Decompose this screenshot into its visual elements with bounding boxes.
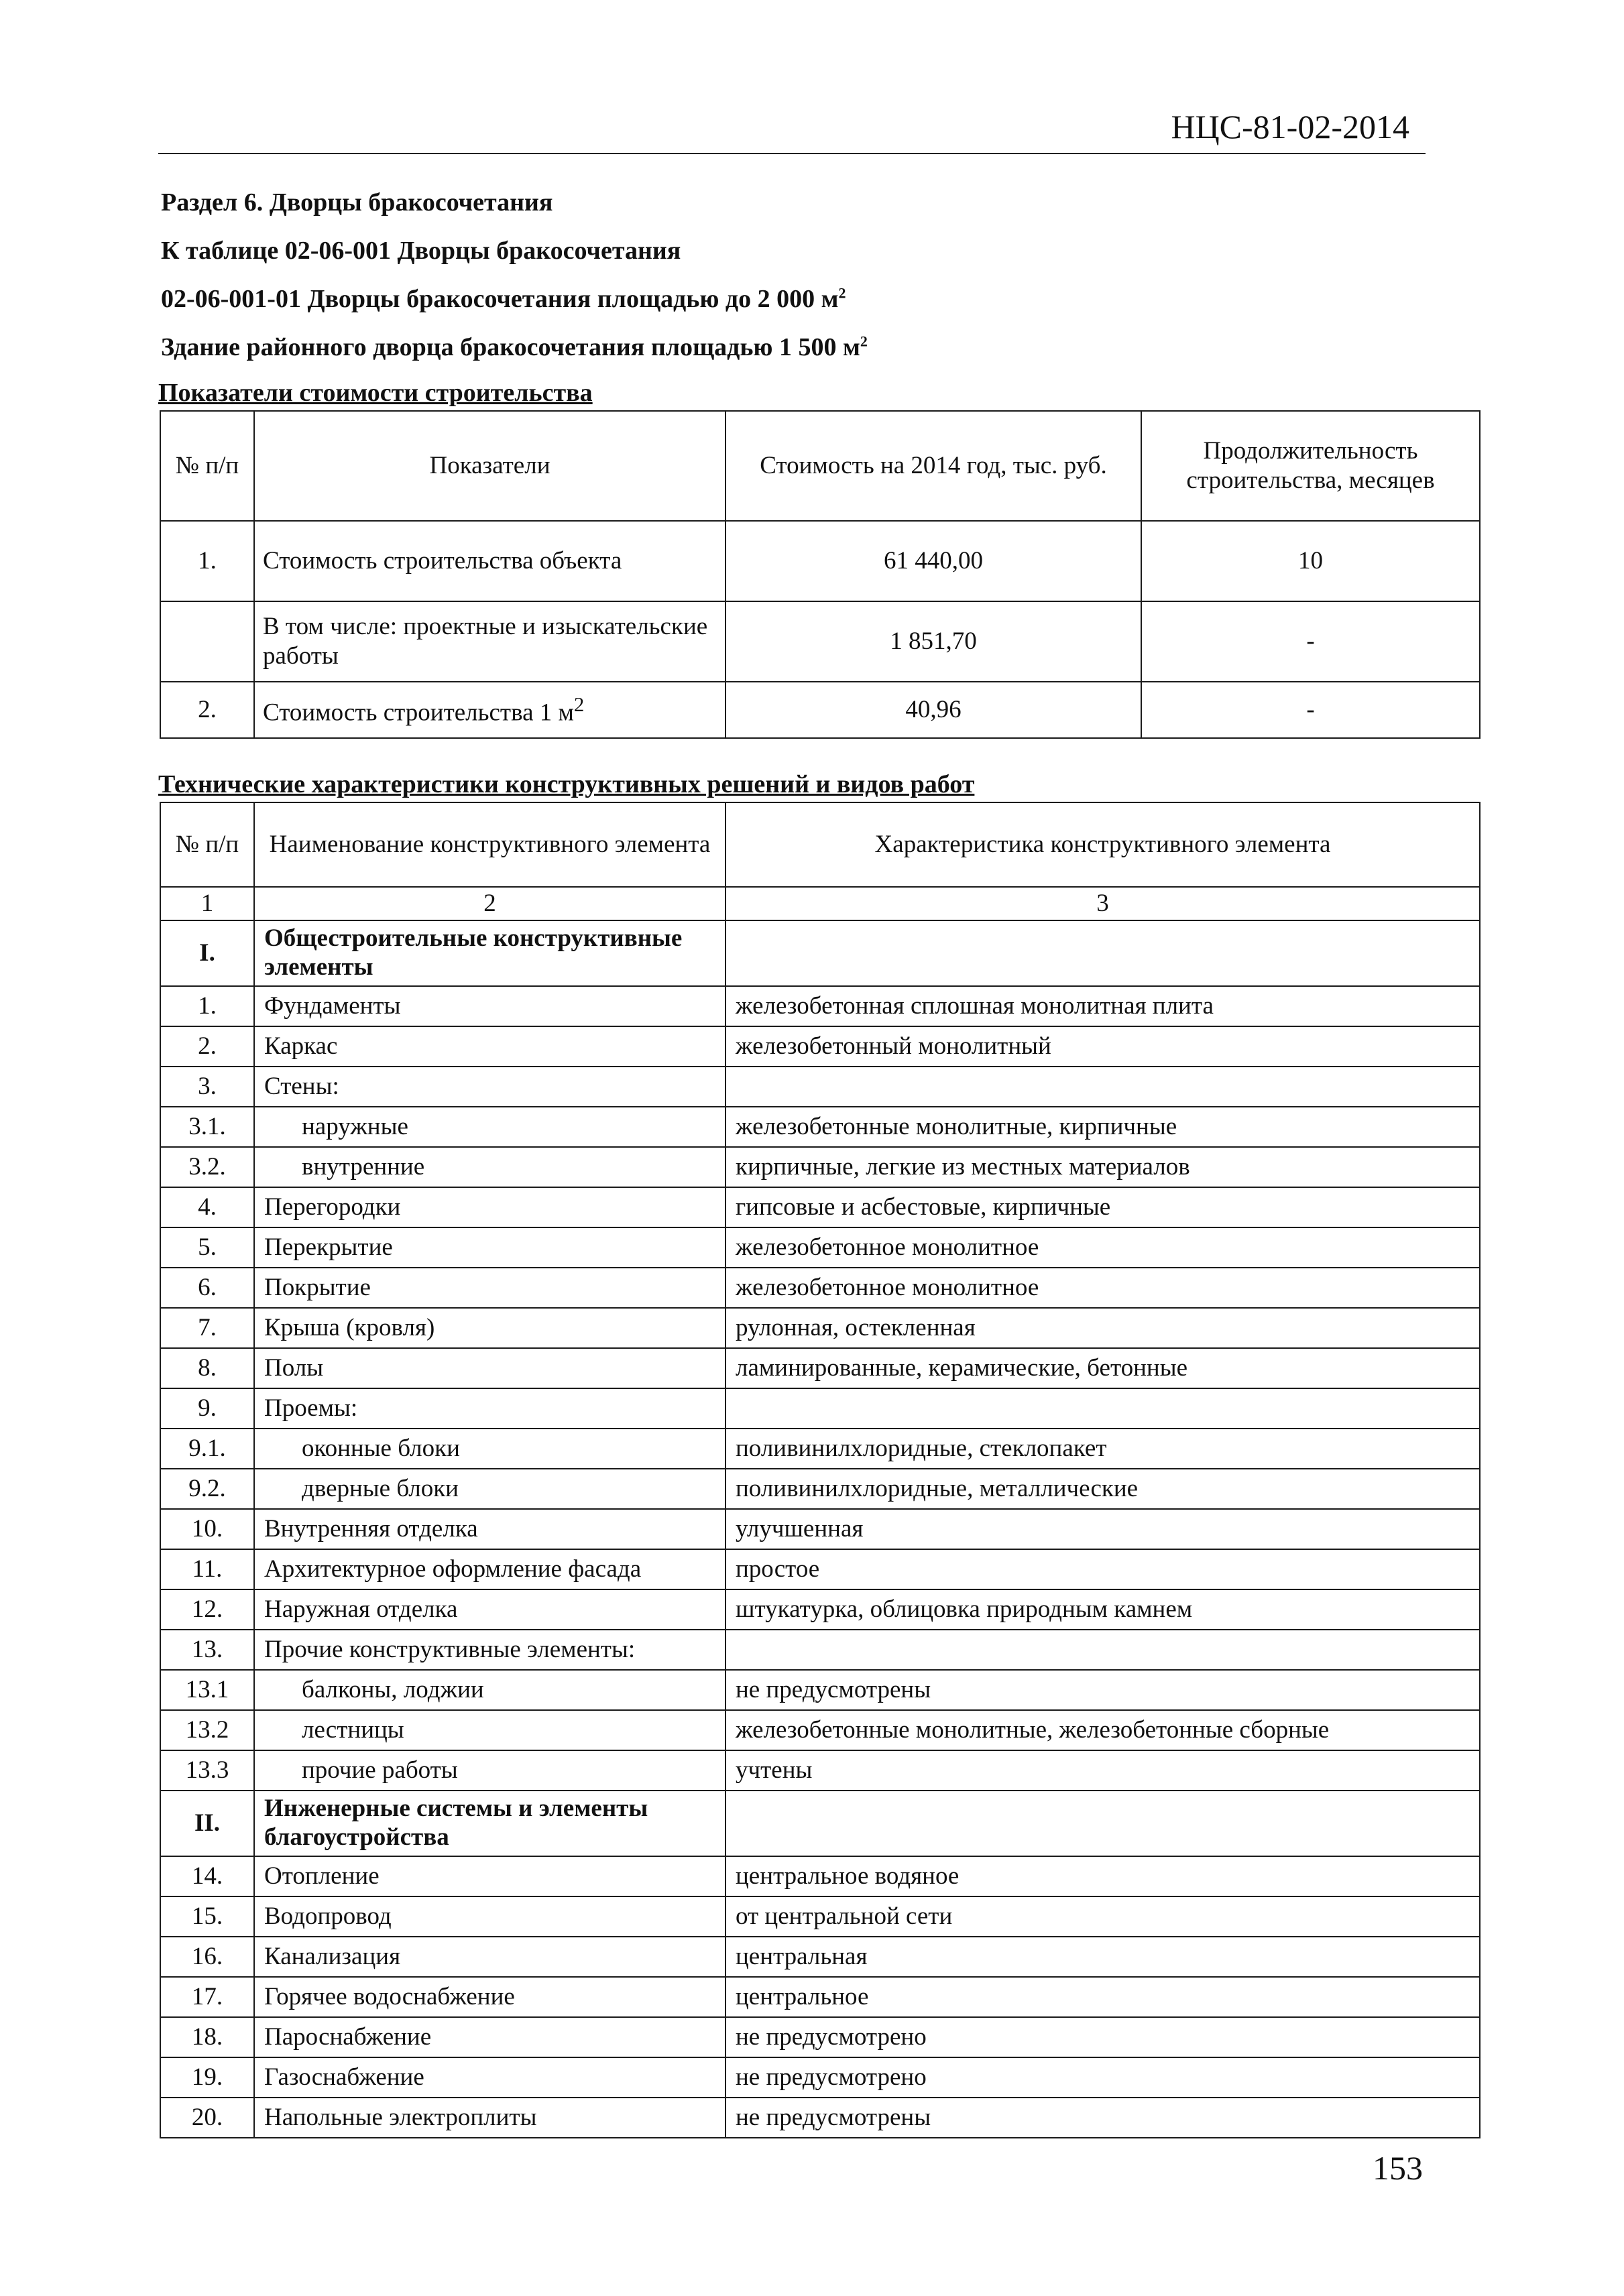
row-element-name: Напольные электроплиты [254, 2098, 726, 2138]
group-characteristic [726, 920, 1480, 986]
cost-row [160, 601, 1480, 682]
row-characteristic: рулонная, остекленная [726, 1308, 1480, 1348]
cost-row-num: 1. [160, 521, 254, 601]
row-characteristic: улучшенная [726, 1509, 1480, 1549]
tech-table [160, 802, 1481, 2138]
row-characteristic: учтены [726, 1750, 1480, 1791]
row-characteristic [726, 1067, 1480, 1107]
row-characteristic [726, 1630, 1480, 1670]
section-heading: Раздел 6. Дворцы бракосочетания [161, 188, 553, 217]
row-characteristic: железобетонное монолитное [726, 1268, 1480, 1308]
subtable-heading [161, 284, 846, 314]
tech-table-header [160, 802, 1480, 887]
row-num: 3.2. [160, 1147, 254, 1187]
row-characteristic: железобетонные монолитные, железобетонные сборные [726, 1710, 1480, 1750]
row-num: 9. [160, 1388, 254, 1429]
table-row [160, 2017, 1480, 2057]
row-characteristic: поливинилхлоридные, стеклопакет [726, 1429, 1480, 1469]
row-element-name: Полы [254, 1348, 726, 1388]
row-num: 20. [160, 2098, 254, 2138]
table-row [160, 1107, 1480, 1147]
cost-table [160, 410, 1481, 739]
header-duration: Продолжительность строительства, месяцев [1141, 411, 1480, 521]
row-characteristic: штукатурка, облицовка природным камнем [726, 1589, 1480, 1630]
row-characteristic: центральное водяное [726, 1856, 1480, 1896]
row-element-name: Фундаменты [254, 986, 726, 1026]
row-characteristic: кирпичные, легкие из местных материалов [726, 1147, 1480, 1187]
subtable-heading-sup: 2 [838, 284, 846, 302]
row-element-name: Канализация [254, 1937, 726, 1977]
row-characteristic: гипсовые и асбестовые, кирпичные [726, 1187, 1480, 1227]
row-num: 4. [160, 1187, 254, 1227]
building-heading-text: Здание районного дворца бракосочетания площадью 1 500 м [161, 333, 860, 361]
header-name: Наименование конструктивного элемента [254, 802, 726, 887]
row-num: 11. [160, 1549, 254, 1589]
row-element-name: лестницы [254, 1710, 726, 1750]
row-characteristic: железобетонные монолитные, кирпичные [726, 1107, 1480, 1147]
row-element-name: Отопление [254, 1856, 726, 1896]
table-row [160, 1429, 1480, 1469]
row-characteristic: не предусмотрены [726, 1670, 1480, 1710]
row-num: 2. [160, 1026, 254, 1067]
group-name: Инженерные системы и элементы благоустройства [254, 1791, 726, 1856]
row-characteristic [726, 1388, 1480, 1429]
header-divider [158, 153, 1426, 154]
cost-row-duration: 10 [1141, 521, 1480, 601]
row-characteristic: железобетонный монолитный [726, 1026, 1480, 1067]
table-row [160, 1710, 1480, 1750]
table-row [160, 1750, 1480, 1791]
group-row [160, 1791, 1480, 1856]
cost-row [160, 521, 1480, 601]
table-row [160, 1067, 1480, 1107]
building-heading [161, 333, 868, 362]
row-characteristic: не предусмотрено [726, 2057, 1480, 2098]
building-heading-sup: 2 [860, 333, 868, 350]
cost-row-indicator: Стоимость строительства объекта [254, 521, 726, 601]
row-element-name: наружные [254, 1107, 726, 1147]
table-row [160, 1268, 1480, 1308]
subtable-heading-text: 02-06-001-01 Дворцы бракосочетания площадью до 2 000 м [161, 285, 839, 313]
table-row [160, 1388, 1480, 1429]
table-reference: К таблице 02-06-001 Дворцы бракосочетания [161, 237, 681, 265]
header-characteristic: Характеристика конструктивного элемента [726, 802, 1480, 887]
row-characteristic: поливинилхлоридные, металлические [726, 1469, 1480, 1509]
row-element-name: Стены: [254, 1067, 726, 1107]
row-element-name: Архитектурное оформление фасада [254, 1549, 726, 1589]
row-num: 6. [160, 1268, 254, 1308]
row-num: 12. [160, 1589, 254, 1630]
cost-row-indicator-sup: 2 [573, 692, 585, 716]
table-row [160, 1469, 1480, 1509]
table-row [160, 1937, 1480, 1977]
row-num: 3.1. [160, 1107, 254, 1147]
row-element-name: Внутренняя отделка [254, 1509, 726, 1549]
document-code: НЦС-81-02-2014 [1171, 108, 1409, 145]
table-row [160, 1549, 1480, 1589]
row-num: 13.2 [160, 1710, 254, 1750]
cost-row-indicator: В том числе: проектные и изыскательские работы [254, 601, 726, 682]
table-row [160, 1896, 1480, 1937]
table-row [160, 1856, 1480, 1896]
row-characteristic: центральная [726, 1937, 1480, 1977]
row-characteristic: центральное [726, 1977, 1480, 2017]
header-indicator: Показатели [254, 411, 726, 521]
row-num: 10. [160, 1509, 254, 1549]
row-characteristic: железобетонное монолитное [726, 1227, 1480, 1268]
cost-table-header [160, 411, 1480, 521]
row-num: 8. [160, 1348, 254, 1388]
row-element-name: Покрытие [254, 1268, 726, 1308]
table-row [160, 1026, 1480, 1067]
row-characteristic: не предусмотрено [726, 2017, 1480, 2057]
row-element-name: Перегородки [254, 1187, 726, 1227]
cost-row-indicator [254, 682, 726, 738]
row-num: 13. [160, 1630, 254, 1670]
column-number-row [160, 887, 1480, 920]
table-row [160, 1227, 1480, 1268]
table-row [160, 1630, 1480, 1670]
table-row [160, 1187, 1480, 1227]
row-element-name: Крыша (кровля) [254, 1308, 726, 1348]
cost-row-cost: 1 851,70 [726, 601, 1141, 682]
row-num: 16. [160, 1937, 254, 1977]
row-num: 5. [160, 1227, 254, 1268]
column-number: 3 [726, 887, 1480, 920]
table-row [160, 2057, 1480, 2098]
column-number: 1 [160, 887, 254, 920]
group-num: I. [160, 920, 254, 986]
group-characteristic [726, 1791, 1480, 1856]
row-element-name: внутренние [254, 1147, 726, 1187]
row-element-name: Перекрытие [254, 1227, 726, 1268]
group-row [160, 920, 1480, 986]
header-cost: Стоимость на 2014 год, тыс. руб. [726, 411, 1141, 521]
row-num: 9.2. [160, 1469, 254, 1509]
table-row [160, 986, 1480, 1026]
row-characteristic: не предусмотрены [726, 2098, 1480, 2138]
row-element-name: Водопровод [254, 1896, 726, 1937]
row-characteristic: ламинированные, керамические, бетонные [726, 1348, 1480, 1388]
row-element-name: Проемы: [254, 1388, 726, 1429]
table-row [160, 1147, 1480, 1187]
group-name: Общестроительные конструктивные элементы [254, 920, 726, 986]
table-row [160, 1589, 1480, 1630]
table-row [160, 1670, 1480, 1710]
row-num: 1. [160, 986, 254, 1026]
row-element-name: Каркас [254, 1026, 726, 1067]
row-element-name: дверные блоки [254, 1469, 726, 1509]
row-num: 17. [160, 1977, 254, 2017]
row-num: 19. [160, 2057, 254, 2098]
cost-row-num [160, 601, 254, 682]
cost-row-cost: 40,96 [726, 682, 1141, 738]
row-num: 9.1. [160, 1429, 254, 1469]
tech-section-title: Технические характеристики конструктивных решений и видов работ [158, 770, 975, 798]
table-row [160, 1308, 1480, 1348]
row-characteristic: от центральной сети [726, 1896, 1480, 1937]
row-characteristic: железобетонная сплошная монолитная плита [726, 986, 1480, 1026]
row-num: 13.1 [160, 1670, 254, 1710]
row-element-name: Прочие конструктивные элементы: [254, 1630, 726, 1670]
row-characteristic: простое [726, 1549, 1480, 1589]
table-row [160, 2098, 1480, 2138]
header-num: № п/п [160, 411, 254, 521]
row-element-name: прочие работы [254, 1750, 726, 1791]
row-element-name: Наружная отделка [254, 1589, 726, 1630]
row-element-name: Пароснабжение [254, 2017, 726, 2057]
cost-section-title: Показатели стоимости строительства [158, 379, 593, 407]
cost-row-num: 2. [160, 682, 254, 738]
table-row [160, 1509, 1480, 1549]
row-num: 14. [160, 1856, 254, 1896]
column-number: 2 [254, 887, 726, 920]
cost-row-duration: - [1141, 682, 1480, 738]
table-row [160, 1977, 1480, 2017]
row-num: 3. [160, 1067, 254, 1107]
header-num: № п/п [160, 802, 254, 887]
row-num: 13.3 [160, 1750, 254, 1791]
row-element-name: оконные блоки [254, 1429, 726, 1469]
page-number: 153 [1373, 2149, 1423, 2187]
group-num: II. [160, 1791, 254, 1856]
row-num: 7. [160, 1308, 254, 1348]
cost-row-indicator-text: Стоимость строительства 1 м [263, 698, 574, 726]
cost-row-duration: - [1141, 601, 1480, 682]
row-num: 15. [160, 1896, 254, 1937]
row-element-name: Горячее водоснабжение [254, 1977, 726, 2017]
row-element-name: балконы, лоджии [254, 1670, 726, 1710]
cost-row-cost: 61 440,00 [726, 521, 1141, 601]
cost-row [160, 682, 1480, 738]
row-element-name: Газоснабжение [254, 2057, 726, 2098]
row-num: 18. [160, 2017, 254, 2057]
table-row [160, 1348, 1480, 1388]
